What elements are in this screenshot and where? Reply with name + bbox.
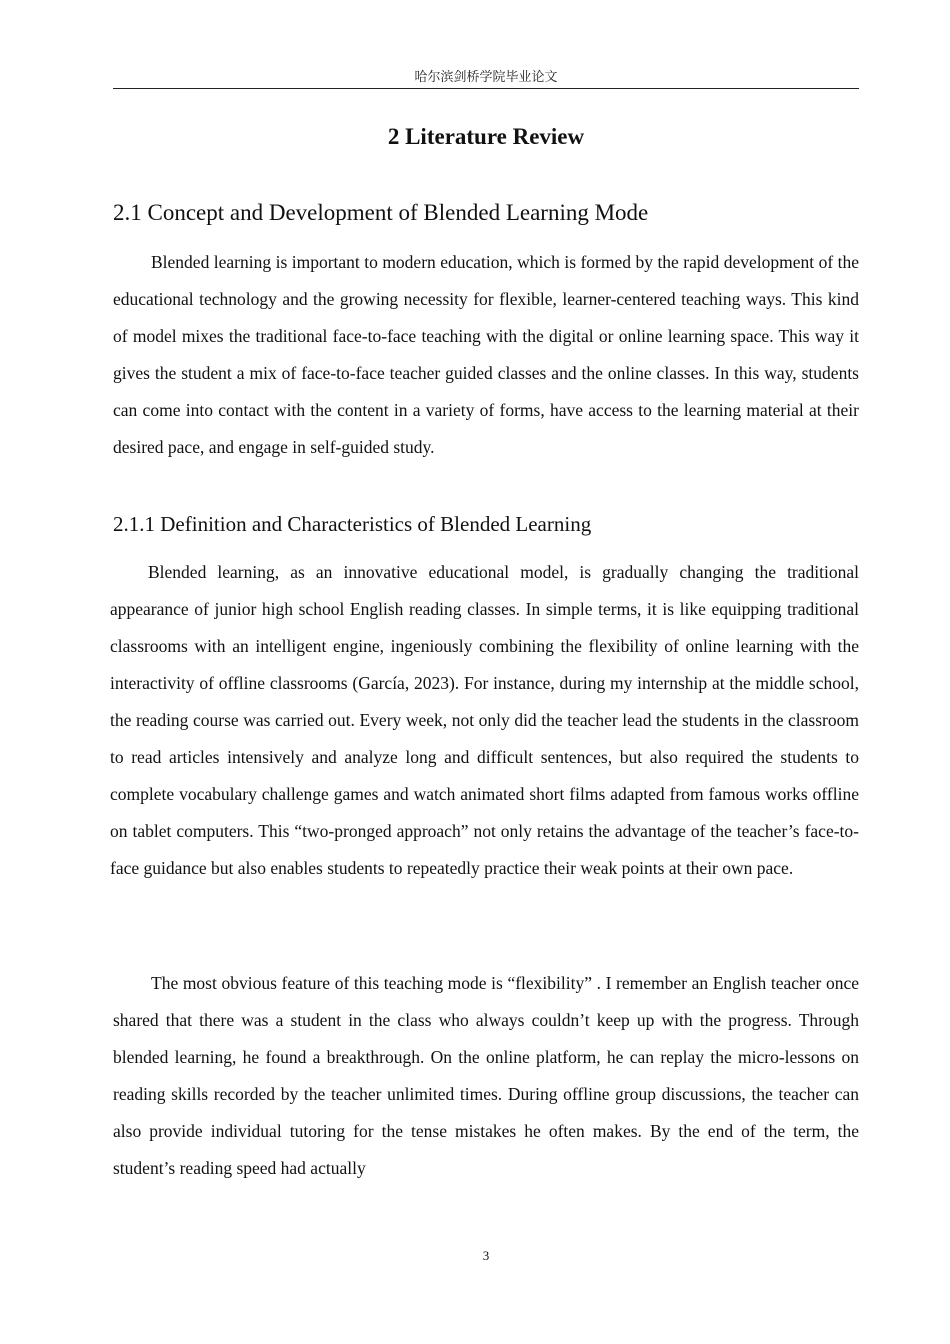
subsection-paragraph-1: Blended learning, as an innovative educational model, is gradually changing the traditional appearance of junior high school English reading classes. In simple terms, it is like equipping traditional classrooms with an intelligent engine, ingeniously combining the flexibility of online learning with the interactivity of offline classrooms (García, 2023). For instance, during my internship at the middle school, the reading course was carried out. Every week, not only did the teacher lead the students in the classroom to read articles intensively and analyze long and difficult sentences, but also required the students to complete vocabulary challenge games and watch animated short films adapted from famous works offline on tablet computers. This “two-pronged approach” not only retains the advantage of the teacher’s face-to-face guidance but also enables students to repeatedly practice their weak points at their own pace. <box>110 562 859 878</box>
subsection-heading: 2.1.1 Definition and Characteristics of Blended Learning <box>113 512 592 536</box>
running-header: 哈尔滨剑桥学院毕业论文 <box>414 70 558 85</box>
subsection-paragraph-2: The most obvious feature of this teaching mode is “flexibility” . I remember an English teacher once shared that there was a student in the class who always couldn’t keep up with the progress. Through blended learning, he found a breakthrough. On the online platform, he can replay the micro-lessons on reading skills recorded by the teacher unlimited times. During offline group discussions, the teacher can also provide individual tutoring for the tense mistakes he often makes. By the end of the term, the student’s reading speed had actually <box>113 973 859 1178</box>
chapter-title: 2 Literature Review <box>387 124 585 149</box>
section-paragraph: Blended learning is important to modern education, which is formed by the rapid development of the educational technology and the growing necessity for flexible, learner-centered teaching ways. This kind of model mixes the traditional face-to-face teaching with the digital or online learning space. This way it gives the student a mix of face-to-face teacher guided classes and the online classes. In this way, students can come into contact with the content in a variety of forms, have access to the learning material at their desired pace, and engage in self-guided study. <box>113 252 859 457</box>
section-heading: 2.1 Concept and Development of Blended Learning Mode <box>113 200 649 225</box>
page-number: 3 <box>482 1248 490 1263</box>
header-rule <box>113 88 859 89</box>
